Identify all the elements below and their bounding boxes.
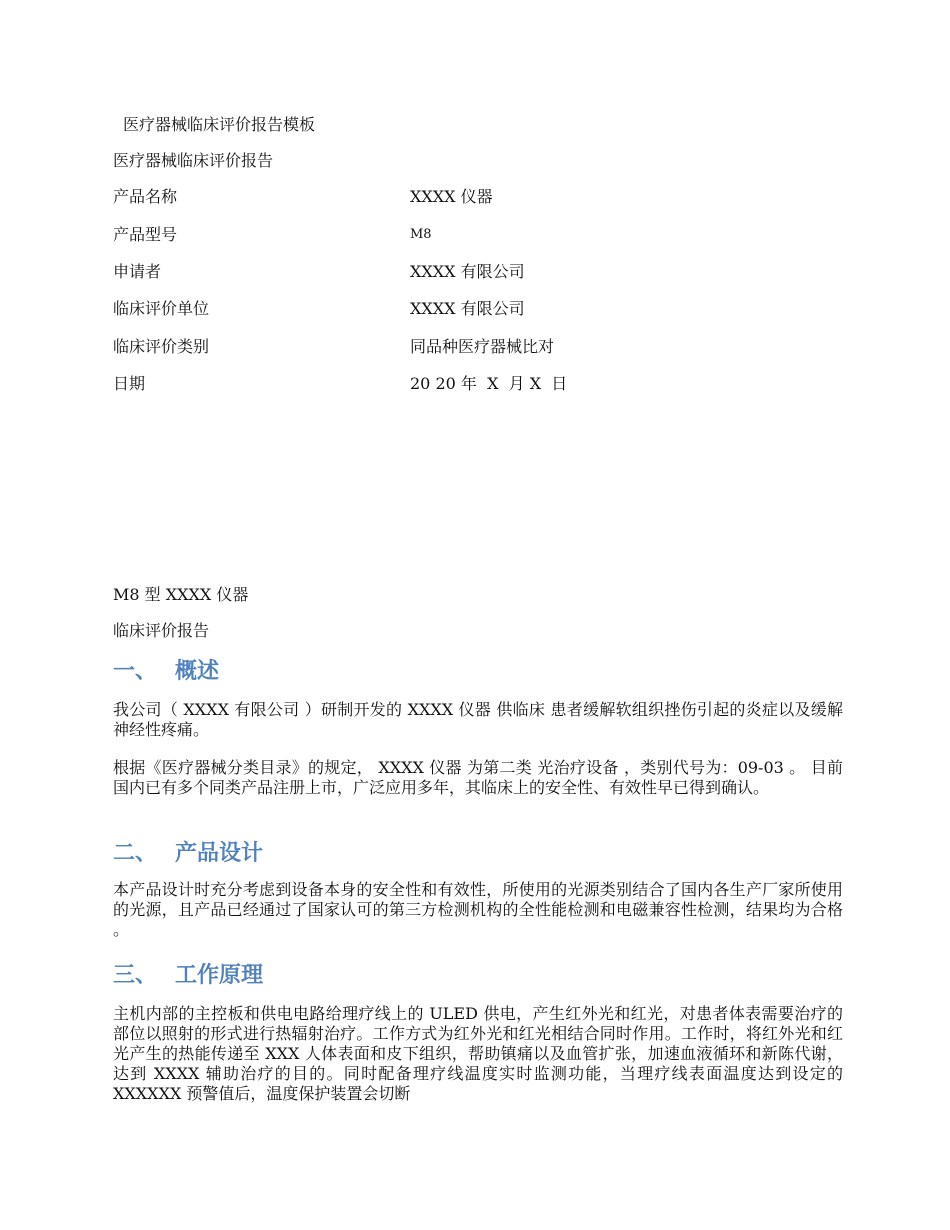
info-value: M8 [410, 227, 432, 242]
info-label: 产品型号 [113, 225, 178, 244]
info-value: XXXX 有限公司 [410, 262, 525, 281]
info-value: 20 20 年 X 月 X 日 [410, 374, 568, 393]
section-title: 工作原理 [175, 963, 264, 988]
info-value: XXXX 有限公司 [410, 299, 525, 318]
product-line: M8 型 XXXX 仪器 [113, 585, 249, 604]
section-title: 产品设计 [175, 841, 264, 866]
paragraph: 根据《医疗器械分类目录》的规定， XXXX 仪器 为第二类 光治疗设备 ，类别代号为：09-03 。 目前国内已有多个同类产品注册上市，广泛应用多年，其临床上的安全性、有效性早已得到确认。 [113, 758, 843, 797]
info-value: XXXX 仪器 [410, 187, 493, 206]
info-row-evaluation-category [113, 336, 843, 358]
info-value: 同品种医疗器械比对 [410, 337, 555, 356]
info-row-applicant [113, 261, 843, 283]
info-label: 产品名称 [113, 187, 178, 206]
info-row-date [113, 373, 843, 395]
paragraph: 主机内部的主控板和供电电路给理疗线上的 ULED 供电，产生红外光和红光，对患者体表需要治疗的部位以照射的形式进行热辐射治疗。工作方式为红外光和红光相结合同时作用。工作时，将红外光和红光产生的热能传递至 XXX 人体表面和皮下组织，帮助镇痛以及血管扩张，加速血液循环和新陈代谢，达到 XXXX 辅助治疗的目的。同时配备理疗线温度实时监测功能，当理疗线表面温度达到设定的 XXXXXX 预警值后，温度保护装置会切断 [113, 1004, 843, 1103]
section-title: 概述 [175, 659, 220, 684]
report-title: 医疗器械临床评价报告 [113, 151, 274, 170]
section-number: 一、 [113, 659, 158, 684]
section-number: 三、 [113, 963, 158, 988]
paragraph: 我公司（ XXXX 有限公司 ）研制开发的 XXXX 仪器 供临床 患者缓解软组织挫伤引起的炎症以及缓解神经性疼痛。 [113, 700, 843, 739]
info-row-product-name [113, 186, 843, 208]
info-label: 申请者 [113, 262, 162, 281]
info-label: 临床评价类别 [113, 337, 210, 356]
info-label: 临床评价单位 [113, 299, 210, 318]
section-heading-working-principle [113, 961, 263, 991]
document-page [113, 0, 843, 1230]
info-label: 日期 [113, 374, 146, 393]
section-heading-product-design [113, 839, 263, 869]
section-number: 二、 [113, 841, 158, 866]
info-row-evaluation-unit [113, 298, 843, 320]
section-heading-overview [113, 657, 219, 687]
report-subtitle: 临床评价报告 [113, 621, 210, 640]
document-title: 医疗器械临床评价报告模板 [123, 115, 316, 134]
info-row-product-model [113, 224, 843, 246]
paragraph: 本产品设计时充分考虑到设备本身的安全性和有效性，所使用的光源类别结合了国内各生产厂家所使用的光源，且产品已经通过了国家认可的第三方检测机构的全性能检测和电磁兼容性检测，结果均为合格 。 [113, 880, 843, 939]
